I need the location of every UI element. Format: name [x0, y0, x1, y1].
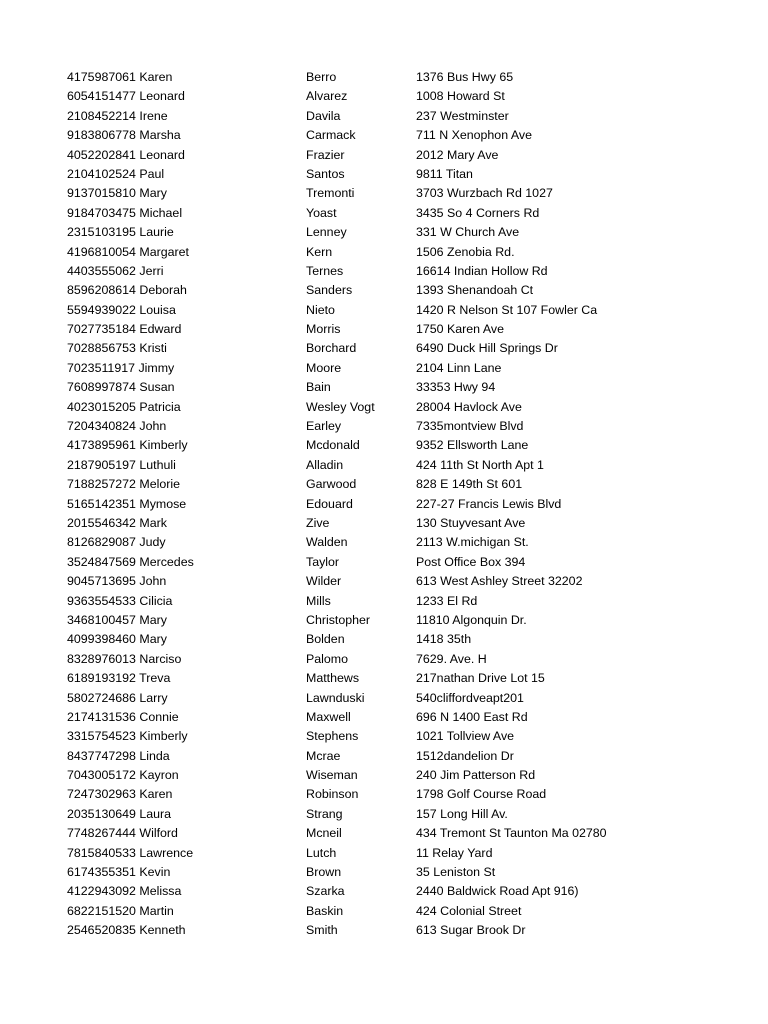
last-name: Morris [306, 322, 341, 337]
last-name: Szarka [306, 884, 345, 899]
record-row [67, 669, 707, 688]
record-id: 4173895961 [67, 438, 136, 453]
street-address: 240 Jim Patterson Rd [416, 768, 536, 783]
last-name: Baskin [306, 903, 344, 918]
record-row [67, 747, 707, 766]
last-name: Lawnduski [306, 690, 365, 705]
last-name: Moore [306, 360, 342, 375]
last-name: Wiseman [306, 768, 358, 783]
first-name: Susan [139, 380, 175, 395]
last-name: Earley [306, 419, 342, 434]
record-row [67, 339, 707, 358]
street-address: 9352 Ellsworth Lane [416, 438, 529, 453]
street-address: 540cliffordveapt201 [416, 690, 524, 705]
last-name: Mcdonald [306, 438, 360, 453]
record-id-and-first-name [67, 359, 174, 378]
record-id: 8596208614 [67, 283, 136, 298]
street-address: Post Office Box 394 [416, 554, 526, 569]
first-name: Linda [139, 748, 170, 763]
street-address: 711 N Xenophon Ave [416, 128, 532, 143]
record-id: 3468100457 [67, 612, 136, 627]
record-id-and-first-name [67, 281, 187, 300]
record-row [67, 650, 707, 669]
last-name: Bolden [306, 632, 345, 647]
first-name: Edward [139, 322, 182, 337]
last-name: Palomo [306, 651, 349, 666]
record-id: 8126829087 [67, 535, 136, 550]
record-id-and-first-name [67, 689, 168, 708]
street-address: 3703 Wurzbach Rd 1027 [416, 186, 553, 201]
record-id-and-first-name [67, 514, 167, 533]
first-name: Lawrence [139, 845, 194, 860]
record-id-and-first-name [67, 223, 174, 242]
record-id: 9363554533 [67, 593, 136, 608]
last-name: Stephens [306, 729, 359, 744]
record-id-and-first-name [67, 378, 175, 397]
record-row [67, 107, 707, 126]
first-name: John [139, 574, 167, 589]
last-name: Walden [306, 535, 348, 550]
last-name: Maxwell [306, 709, 351, 724]
record-id-and-first-name [67, 184, 167, 203]
record-id: 9183806778 [67, 128, 136, 143]
first-name: Mary [139, 632, 167, 647]
record-id: 7204340824 [67, 419, 136, 434]
last-name: Ternes [306, 263, 344, 278]
record-id-and-first-name [67, 243, 189, 262]
last-name: Tremonti [306, 186, 355, 201]
street-address: 130 Stuyvesant Ave [416, 515, 526, 530]
street-address: 613 West Ashley Street 32202 [416, 574, 583, 589]
record-row [67, 456, 707, 475]
record-row [67, 126, 707, 145]
street-address: 2113 W.michigan St. [416, 535, 529, 550]
record-id: 4403555062 [67, 263, 136, 278]
record-id-and-first-name [67, 339, 167, 358]
first-name: Laura [139, 806, 172, 821]
record-id: 4175987061 [67, 70, 136, 84]
first-name: Louisa [139, 302, 176, 317]
street-address: 7629. Ave. H [416, 651, 487, 666]
first-name: Leonard [139, 147, 185, 162]
first-name: Kristi [139, 341, 167, 356]
street-address: 696 N 1400 East Rd [416, 709, 528, 724]
record-id: 4196810054 [67, 244, 136, 259]
record-row [67, 184, 707, 203]
first-name: Mercedes [139, 554, 194, 569]
record-id-and-first-name [67, 204, 182, 223]
street-address: 424 Colonial Street [416, 903, 522, 918]
record-id: 9137015810 [67, 186, 136, 201]
street-address: 9811 Titan [416, 166, 473, 181]
street-address: 1376 Bus Hwy 65 [416, 70, 514, 84]
record-id: 6822151520 [67, 903, 136, 918]
first-name: Deborah [139, 283, 187, 298]
record-id: 4023015205 [67, 399, 136, 414]
street-address: 35 Leniston St [416, 865, 496, 880]
first-name: Melorie [139, 477, 181, 492]
street-address: 28004 Havlock Ave [416, 399, 522, 414]
first-name: Marsha [139, 128, 181, 143]
first-name: Karen [139, 787, 173, 802]
record-id: 2315103195 [67, 225, 136, 240]
record-id: 2108452214 [67, 108, 136, 123]
first-name: Luthuli [139, 457, 176, 472]
record-row [67, 475, 707, 494]
last-name: Carmack [306, 128, 356, 143]
street-address: 2440 Baldwick Road Apt 916) [416, 884, 579, 899]
street-address: 613 Sugar Brook Dr [416, 923, 526, 938]
last-name: Mills [306, 593, 331, 608]
street-address: 1798 Golf Course Road [416, 787, 547, 802]
last-name: Garwood [306, 477, 357, 492]
record-row [67, 223, 707, 242]
record-row [67, 146, 707, 165]
record-list [67, 68, 707, 941]
first-name: Melissa [139, 884, 182, 899]
record-id: 2174131536 [67, 709, 136, 724]
record-row [67, 844, 707, 863]
first-name: Cilicia [139, 593, 173, 608]
last-name: Mcrae [306, 748, 341, 763]
street-address: 434 Tremont St Taunton Ma 02780 [416, 826, 607, 841]
record-id-and-first-name [67, 320, 181, 339]
record-id-and-first-name [67, 398, 181, 417]
street-address: 1418 35th [416, 632, 472, 647]
street-address: 6490 Duck Hill Springs Dr [416, 341, 558, 356]
record-id-and-first-name [67, 262, 163, 281]
record-row [67, 902, 707, 921]
record-row [67, 805, 707, 824]
record-id: 7043005172 [67, 768, 136, 783]
record-row [67, 863, 707, 882]
record-id-and-first-name [67, 301, 176, 320]
record-id-and-first-name [67, 805, 171, 824]
record-id: 8437747298 [67, 748, 136, 763]
record-id-and-first-name [67, 727, 188, 746]
record-id-and-first-name [67, 921, 186, 940]
record-row [67, 262, 707, 281]
record-id: 7188257272 [67, 477, 136, 492]
record-id-and-first-name [67, 572, 166, 591]
record-id: 6189193192 [67, 671, 136, 686]
street-address: 331 W Church Ave [416, 225, 520, 240]
record-id-and-first-name [67, 785, 172, 804]
record-id-and-first-name [67, 456, 176, 475]
record-id-and-first-name [67, 533, 166, 552]
first-name: Mark [139, 515, 167, 530]
last-name: Strang [306, 806, 343, 821]
last-name: Zive [306, 515, 330, 530]
last-name: Alvarez [306, 89, 348, 104]
record-row [67, 592, 707, 611]
street-address: 3435 So 4 Corners Rd [416, 205, 540, 220]
record-row [67, 882, 707, 901]
first-name: Paul [139, 166, 165, 181]
record-id-and-first-name [67, 669, 170, 688]
last-name: Frazier [306, 147, 345, 162]
last-name: Brown [306, 865, 342, 880]
record-row [67, 359, 707, 378]
record-row [67, 611, 707, 630]
record-row [67, 824, 707, 843]
record-row [67, 495, 707, 514]
record-id-and-first-name [67, 592, 172, 611]
first-name: Mymose [139, 496, 187, 511]
street-address: 7335montview Blvd [416, 419, 524, 434]
record-id-and-first-name [67, 165, 164, 184]
record-id: 9045713695 [67, 574, 136, 589]
first-name: Martin [139, 903, 174, 918]
last-name: Yoast [306, 205, 337, 220]
record-row [67, 921, 707, 940]
last-name: Wesley Vogt [306, 399, 375, 414]
first-name: Kimberly [139, 438, 188, 453]
first-name: Mary [139, 612, 167, 627]
first-name: Laurie [139, 225, 174, 240]
record-id: 2546520835 [67, 923, 136, 938]
record-id-and-first-name [67, 87, 185, 106]
street-address: 1021 Tollview Ave [416, 729, 515, 744]
record-id: 7023511917 [67, 360, 135, 375]
record-row [67, 281, 707, 300]
first-name: Kayron [139, 768, 179, 783]
record-id-and-first-name [67, 844, 193, 863]
first-name: Judy [139, 535, 166, 550]
first-name: Kevin [139, 865, 171, 880]
record-row [67, 204, 707, 223]
record-id-and-first-name [67, 766, 179, 785]
street-address: 1233 El Rd [416, 593, 478, 608]
record-row [67, 68, 707, 87]
last-name: Davila [306, 108, 341, 123]
record-id-and-first-name [67, 630, 167, 649]
record-id: 7815840533 [67, 845, 136, 860]
street-address: 217nathan Drive Lot 15 [416, 671, 545, 686]
first-name: Irene [139, 108, 168, 123]
record-row [67, 785, 707, 804]
first-name: Jerri [139, 263, 164, 278]
record-id-and-first-name [67, 902, 174, 921]
record-id: 7247302963 [67, 787, 136, 802]
record-row [67, 514, 707, 533]
street-address: 1008 Howard St [416, 89, 505, 104]
street-address: 2012 Mary Ave [416, 147, 499, 162]
last-name: Smith [306, 923, 338, 938]
first-name: Connie [139, 709, 179, 724]
record-row [67, 320, 707, 339]
record-row [67, 766, 707, 785]
last-name: Lenney [306, 225, 347, 240]
street-address: 424 11th St North Apt 1 [416, 457, 544, 472]
first-name: John [139, 419, 167, 434]
street-address: 11 Relay Yard [416, 845, 493, 860]
record-id-and-first-name [67, 747, 170, 766]
record-id: 5165142351 [67, 496, 136, 511]
record-row [67, 243, 707, 262]
last-name: Robinson [306, 787, 359, 802]
last-name: Santos [306, 166, 345, 181]
record-row [67, 689, 707, 708]
record-id: 6174355351 [67, 865, 136, 880]
record-id-and-first-name [67, 417, 166, 436]
street-address: 33353 Hwy 94 [416, 380, 496, 395]
street-address: 227-27 Francis Lewis Blvd [416, 496, 562, 511]
record-id: 7028856753 [67, 341, 136, 356]
record-id: 2015546342 [67, 515, 136, 530]
last-name: Bain [306, 380, 331, 395]
record-id-and-first-name [67, 68, 172, 87]
street-address: 1506 Zenobia Rd. [416, 244, 515, 259]
record-row [67, 87, 707, 106]
first-name: Margaret [139, 244, 189, 259]
record-row [67, 630, 707, 649]
record-row [67, 417, 707, 436]
street-address: 828 E 149th St 601 [416, 477, 523, 492]
record-id-and-first-name [67, 475, 180, 494]
record-row [67, 398, 707, 417]
last-name: Nieto [306, 302, 335, 317]
first-name: Wilford [139, 826, 178, 841]
record-row [67, 533, 707, 552]
street-address: 11810 Algonquin Dr. [416, 612, 527, 627]
record-id: 5802724686 [67, 690, 136, 705]
record-id: 3315754523 [67, 729, 136, 744]
record-id-and-first-name [67, 495, 186, 514]
last-name: Alladin [306, 457, 344, 472]
record-id: 8328976013 [67, 651, 136, 666]
first-name: Treva [139, 671, 171, 686]
record-id-and-first-name [67, 553, 194, 572]
record-id: 9184703475 [67, 205, 136, 220]
last-name: Kern [306, 244, 333, 259]
first-name: Leonard [139, 89, 185, 104]
first-name: Patricia [139, 399, 181, 414]
record-id-and-first-name [67, 882, 181, 901]
record-row [67, 572, 707, 591]
record-id-and-first-name [67, 611, 167, 630]
street-address: 1750 Karen Ave [416, 322, 504, 337]
record-id-and-first-name [67, 107, 168, 126]
street-address: 16614 Indian Hollow Rd [416, 263, 548, 278]
last-name: Taylor [306, 554, 340, 569]
first-name: Kenneth [139, 923, 186, 938]
last-name: Mcneil [306, 826, 342, 841]
record-id: 7748267444 [67, 826, 136, 841]
street-address: 2104 Linn Lane [416, 360, 502, 375]
record-id: 2104102524 [67, 166, 136, 181]
record-id-and-first-name [67, 824, 178, 843]
record-row [67, 165, 707, 184]
street-address: 157 Long Hill Av. [416, 806, 508, 821]
first-name: Kimberly [139, 729, 188, 744]
record-row [67, 378, 707, 397]
record-id: 5594939022 [67, 302, 136, 317]
record-row [67, 436, 707, 455]
record-id: 2035130649 [67, 806, 136, 821]
first-name: Narciso [139, 651, 182, 666]
record-id: 4099398460 [67, 632, 136, 647]
first-name: Larry [139, 690, 168, 705]
record-id: 3524847569 [67, 554, 136, 569]
record-row [67, 301, 707, 320]
record-row [67, 553, 707, 572]
first-name: Jimmy [138, 360, 175, 375]
street-address: 1420 R Nelson St 107 Fowler Ca [416, 302, 598, 317]
last-name: Borchard [306, 341, 357, 356]
record-row [67, 708, 707, 727]
record-id: 2187905197 [67, 457, 136, 472]
last-name: Berro [306, 70, 337, 84]
record-id-and-first-name [67, 708, 179, 727]
street-address: 1393 Shenandoah Ct [416, 283, 534, 298]
record-id: 4122943092 [67, 884, 136, 899]
street-address: 1512dandelion Dr [416, 748, 514, 763]
record-id: 4052202841 [67, 147, 136, 162]
record-id: 6054151477 [67, 89, 136, 104]
last-name: Sanders [306, 283, 353, 298]
record-row [67, 727, 707, 746]
record-id-and-first-name [67, 146, 185, 165]
last-name: Christopher [306, 612, 371, 627]
last-name: Wilder [306, 574, 342, 589]
record-id-and-first-name [67, 863, 170, 882]
record-id-and-first-name [67, 436, 188, 455]
last-name: Matthews [306, 671, 360, 686]
record-id: 7027735184 [67, 322, 136, 337]
street-address: 237 Westminster [416, 108, 509, 123]
first-name: Michael [139, 205, 183, 220]
first-name: Karen [139, 70, 173, 84]
first-name: Mary [139, 186, 167, 201]
record-id: 7608997874 [67, 380, 136, 395]
record-id-and-first-name [67, 126, 181, 145]
record-id-and-first-name [67, 650, 181, 669]
last-name: Edouard [306, 496, 353, 511]
last-name: Lutch [306, 845, 337, 860]
